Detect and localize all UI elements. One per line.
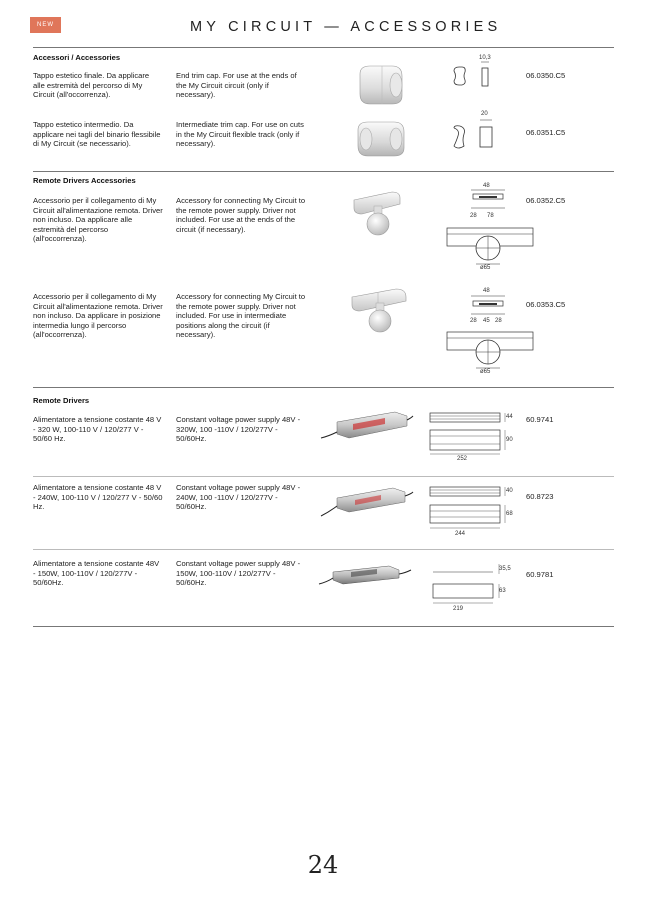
product-code: 60.8723 [526,492,554,501]
dimension-label: ø65 [480,265,491,271]
driver-150w-product-image [315,560,415,596]
row-description-it: Alimentatore a tensione costante 48V - 150W, 100-110V / 120/277V - 50/60Hz. [33,559,160,588]
row-description-en: Constant voltage power supply 48V - 240W, 100 -110V / 120/277V - 50/60Hz. [176,483,301,512]
new-badge: NEW [30,17,61,33]
dimension-label: 219 [453,606,464,612]
page-title: MY CIRCUIT — ACCESSORIES [190,19,502,35]
dimension-label: 45 [483,318,490,324]
product-code: 06.0353.C5 [526,300,566,309]
product-code: 06.0352.C5 [526,196,566,205]
row-description-it: Alimentatore a tensione costante 48 V - 240W, 100-110 V / 120/277 V - 50/60 Hz. [33,483,163,512]
dimension-label: 28 [470,318,477,324]
section-title-remote-drivers: Remote Drivers [33,396,90,405]
dimension-label: 48 [483,183,490,189]
page-number: 24 [307,851,339,879]
end-cap-technical-drawing [450,65,500,95]
row-divider [33,549,614,550]
section-divider [33,387,614,388]
intermediate-cap-technical-drawing [450,124,505,156]
remote-intermediate-connector-technical-drawing [445,296,535,378]
intermediate-cap-product-image [352,116,412,162]
dimension-label: 44 [506,414,513,420]
dimension-label: 68 [506,511,513,517]
dimension-label: 63 [499,588,506,594]
row-description-it: Accessorio per il collegamento di My Circuit all'alimentazione remota. Driver non incluso. Da applicare in posizione intermedia lungo il percorso (all'occorrenza). [33,292,163,340]
dimension-label: 40 [506,488,513,494]
row-divider [33,476,614,477]
dimension-label: 20 [481,111,488,117]
section-title-accessories: Accessori / Accessories [33,53,121,62]
dimension-label: 252 [457,456,468,462]
section-divider [33,171,614,172]
dimension-label: 28 [495,318,502,324]
remote-end-connector-technical-drawing [445,188,535,270]
row-description-en: End trim cap. For use at the ends of the My Circuit circuit (only if necessary). [176,71,297,100]
remote-intermediate-connector-product-image [348,285,418,345]
end-cap-product-image [352,62,412,108]
dimension-label: 48 [483,288,490,294]
row-description-it: Tappo estetico intermedio. Da applicare nei tagli del binario flessibile di My Circuit (se necessario). [33,120,161,149]
dimension-label: 28 [470,213,477,219]
dimension-label: 35,5 [499,566,511,572]
dimension-label: 90 [506,437,513,443]
section-divider [33,47,614,48]
product-code: 06.0350.C5 [526,71,566,80]
row-description-en: Constant voltage power supply 48V - 320W, 100 -110V / 120/277V - 50/60Hz. [176,415,301,444]
product-code: 60.9781 [526,570,554,579]
dimension-label: 10,3 [479,55,491,61]
driver-240w-product-image [315,482,415,522]
row-description-it: Accessorio per il collegamento di My Circuit all'alimentazione remota. Driver non incluso. Da applicare alle estremità del percorso (all'occorrenza). [33,196,163,244]
driver-320w-product-image [315,408,415,448]
row-description-en: Accessory for connecting My Circuit to the remote power supply. Driver not included. For use in intermediate positions along the circuit (if necessary). [176,292,306,340]
section-title-remote-accessories: Remote Drivers Accessories [33,176,136,185]
dimension-label: 244 [455,531,466,537]
dimension-label: 78 [487,213,494,219]
dimension-label: ø65 [480,369,491,375]
row-description-en: Intermediate trim cap. For use on cuts in the My Circuit flexible track (only if necessary). [176,120,304,149]
product-code: 60.9741 [526,415,554,424]
row-description-en: Constant voltage power supply 48V - 150W, 100-110V / 120/277V - 50/60Hz. [176,559,301,588]
remote-end-connector-product-image [348,188,418,248]
section-divider [33,626,614,627]
row-description-it: Tappo estetico finale. Da applicare alle estremità del percorso di My Circuit (all'occorrenza). [33,71,150,100]
row-description-it: Alimentatore a tensione costante 48 V - 320 W, 100-110 V / 120/277 V - 50/60 Hz. [33,415,162,444]
row-description-en: Accessory for connecting My Circuit to the remote power supply. Driver not included. For use at the ends of the circuit (if necessary). [176,196,306,234]
product-code: 06.0351.C5 [526,128,566,137]
